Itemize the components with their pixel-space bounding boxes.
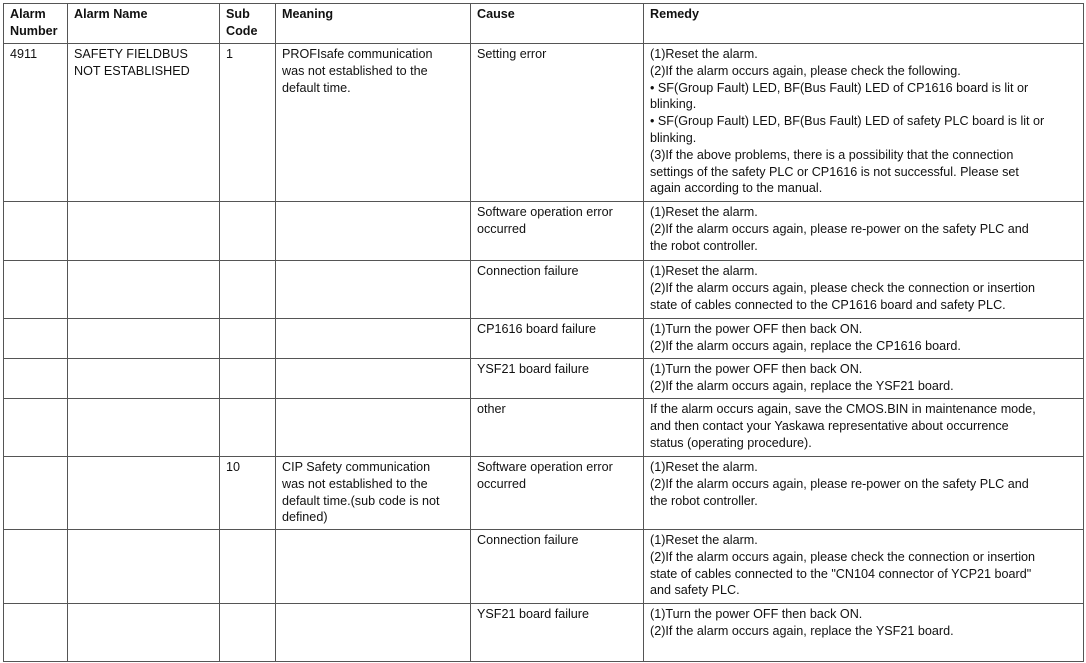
table-row xyxy=(4,44,1084,202)
cell-cause xyxy=(471,604,644,662)
remedy-line: (1)Turn the power OFF then back ON. xyxy=(650,362,863,376)
table-row xyxy=(4,261,1084,319)
cell-meaning xyxy=(276,604,471,662)
remedy-line: (2)If the alarm occurs again, please re-power on the safety PLC and xyxy=(650,221,1029,236)
table-row xyxy=(4,319,1084,359)
remedy-line: again according to the manual. xyxy=(650,181,823,196)
alarm-name-line: NOT ESTABLISHED xyxy=(74,63,190,78)
cell-sub-code xyxy=(220,44,276,202)
header-remedy xyxy=(644,4,1084,44)
table-row xyxy=(4,457,1084,530)
header-sub-code xyxy=(220,4,276,44)
cell-meaning xyxy=(276,457,471,530)
cell-alarm-number xyxy=(4,457,68,530)
remedy-line: (3)If the above problems, there is a possibility that the connection xyxy=(650,147,1014,162)
remedy-line: status (operating procedure). xyxy=(650,435,812,450)
remedy-line: If the alarm occurs again, save the CMOS.BIN in maintenance mode, xyxy=(650,402,1036,416)
meaning-line: default time. xyxy=(282,80,351,95)
table-header xyxy=(4,4,1084,44)
meaning-line: default time.(sub code is not xyxy=(282,493,440,508)
cell-alarm-name xyxy=(68,457,220,530)
cell-remedy xyxy=(644,44,1084,202)
cause-line: YSF21 board failure xyxy=(477,607,590,621)
alarm-number-value: 4911 xyxy=(10,47,38,61)
cell-alarm-name xyxy=(68,202,220,261)
remedy-line: and then contact your Yaskawa representative about occurrence xyxy=(650,418,1009,433)
remedy-line: state of cables connected to the "CN104 connector of YCP21 board" xyxy=(650,566,1032,581)
remedy-line: (2)If the alarm occurs again, please check the connection or insertion xyxy=(650,280,1036,295)
remedy-line: settings of the safety PLC or CP1616 is not successful. Please set xyxy=(650,164,1019,179)
header-alarm-name xyxy=(68,4,220,44)
remedy-line: (1)Turn the power OFF then back ON. xyxy=(650,607,863,621)
cause-line: occurred xyxy=(477,476,526,491)
cell-remedy xyxy=(644,604,1084,662)
cause-line: Connection failure xyxy=(477,264,579,278)
cell-alarm-name xyxy=(68,359,220,399)
meaning-line: CIP Safety communication xyxy=(282,460,431,474)
cell-sub-code xyxy=(220,319,276,359)
remedy-line: (1)Reset the alarm. xyxy=(650,460,758,474)
cell-meaning xyxy=(276,319,471,359)
cell-meaning xyxy=(276,530,471,604)
cell-remedy xyxy=(644,319,1084,359)
cause-line: Software operation error xyxy=(477,460,613,474)
cause-line: occurred xyxy=(477,221,526,236)
cell-cause xyxy=(471,359,644,399)
meaning-line: was not established to the xyxy=(282,63,428,78)
alarm-table xyxy=(3,3,1084,662)
cause-line: Connection failure xyxy=(477,533,579,547)
cell-cause xyxy=(471,530,644,604)
cell-cause xyxy=(471,457,644,530)
table-row xyxy=(4,604,1084,662)
cell-remedy xyxy=(644,359,1084,399)
cause-line: Software operation error xyxy=(477,205,613,219)
cell-alarm-number xyxy=(4,202,68,261)
header-alarm-number xyxy=(4,4,68,44)
header-alarm-name-label: Alarm Name xyxy=(74,7,148,21)
header-meaning xyxy=(276,4,471,44)
remedy-line: • SF(Group Fault) LED, BF(Bus Fault) LED of safety PLC board is lit or xyxy=(650,114,1045,129)
cell-alarm-number xyxy=(4,399,68,457)
remedy-line: (2)If the alarm occurs again, replace the CP1616 board. xyxy=(650,338,961,353)
remedy-line: (1)Reset the alarm. xyxy=(650,205,758,219)
cell-cause xyxy=(471,319,644,359)
cell-cause xyxy=(471,44,644,202)
remedy-line: (2)If the alarm occurs again, please check the following. xyxy=(650,63,961,78)
header-sub-code-line: Sub xyxy=(226,7,250,21)
cause-line: YSF21 board failure xyxy=(477,362,590,376)
table-row xyxy=(4,530,1084,604)
cell-meaning xyxy=(276,202,471,261)
cell-cause xyxy=(471,202,644,261)
cell-sub-code xyxy=(220,359,276,399)
cause-line: Setting error xyxy=(477,47,547,61)
cell-alarm-name xyxy=(68,261,220,319)
remedy-line: (1)Turn the power OFF then back ON. xyxy=(650,322,863,336)
cell-alarm-number xyxy=(4,359,68,399)
remedy-line: (2)If the alarm occurs again, please re-power on the safety PLC and xyxy=(650,476,1029,491)
meaning-line: defined) xyxy=(282,510,328,525)
cell-meaning xyxy=(276,399,471,457)
cause-line: other xyxy=(477,402,506,416)
table-row xyxy=(4,399,1084,457)
cell-remedy xyxy=(644,202,1084,261)
meaning-line: PROFIsafe communication xyxy=(282,47,433,61)
remedy-line: the robot controller. xyxy=(650,238,758,253)
header-alarm-number-line: Number xyxy=(10,23,58,38)
cell-sub-code xyxy=(220,261,276,319)
cell-sub-code xyxy=(220,604,276,662)
cell-alarm-number xyxy=(4,44,68,202)
cell-alarm-name xyxy=(68,399,220,457)
cell-sub-code xyxy=(220,457,276,530)
cell-remedy xyxy=(644,399,1084,457)
cell-alarm-name xyxy=(68,319,220,359)
table-row xyxy=(4,202,1084,261)
cell-alarm-number xyxy=(4,604,68,662)
cell-alarm-name xyxy=(68,530,220,604)
header-row xyxy=(4,4,1084,44)
cell-meaning xyxy=(276,44,471,202)
remedy-line: (2)If the alarm occurs again, please check the connection or insertion xyxy=(650,549,1036,564)
cell-alarm-number xyxy=(4,530,68,604)
header-cause xyxy=(471,4,644,44)
header-remedy-label: Remedy xyxy=(650,7,699,21)
cell-remedy xyxy=(644,530,1084,604)
cell-sub-code xyxy=(220,399,276,457)
cell-alarm-number xyxy=(4,319,68,359)
remedy-line: the robot controller. xyxy=(650,493,758,508)
remedy-line: (1)Reset the alarm. xyxy=(650,47,758,61)
cell-remedy xyxy=(644,261,1084,319)
cell-alarm-name xyxy=(68,44,220,202)
remedy-line: blinking. xyxy=(650,97,697,112)
cell-cause xyxy=(471,399,644,457)
sub-code-value: 10 xyxy=(226,460,241,474)
cell-sub-code xyxy=(220,202,276,261)
cell-cause xyxy=(471,261,644,319)
table-body xyxy=(4,44,1084,662)
header-meaning-label: Meaning xyxy=(282,7,334,21)
remedy-line: (2)If the alarm occurs again, replace the YSF21 board. xyxy=(650,623,954,638)
sub-code-value: 1 xyxy=(226,47,234,61)
cell-remedy xyxy=(644,457,1084,530)
cause-line: CP1616 board failure xyxy=(477,322,597,336)
header-cause-label: Cause xyxy=(477,7,515,21)
remedy-line: blinking. xyxy=(650,130,697,145)
remedy-line: (1)Reset the alarm. xyxy=(650,264,758,278)
header-sub-code-line: Code xyxy=(226,23,258,38)
cell-meaning xyxy=(276,261,471,319)
remedy-line: (1)Reset the alarm. xyxy=(650,533,758,547)
header-alarm-number-line: Alarm xyxy=(10,7,46,21)
remedy-line: (2)If the alarm occurs again, replace the YSF21 board. xyxy=(650,378,954,393)
remedy-line: • SF(Group Fault) LED, BF(Bus Fault) LED of CP1616 board is lit or xyxy=(650,80,1029,95)
alarm-name-line: SAFETY FIELDBUS xyxy=(74,47,188,61)
meaning-line: was not established to the xyxy=(282,476,428,491)
cell-sub-code xyxy=(220,530,276,604)
cell-alarm-number xyxy=(4,261,68,319)
cell-alarm-name xyxy=(68,604,220,662)
table-row xyxy=(4,359,1084,399)
cell-meaning xyxy=(276,359,471,399)
remedy-line: state of cables connected to the CP1616 board and safety PLC. xyxy=(650,297,1006,312)
remedy-line: and safety PLC. xyxy=(650,583,740,598)
